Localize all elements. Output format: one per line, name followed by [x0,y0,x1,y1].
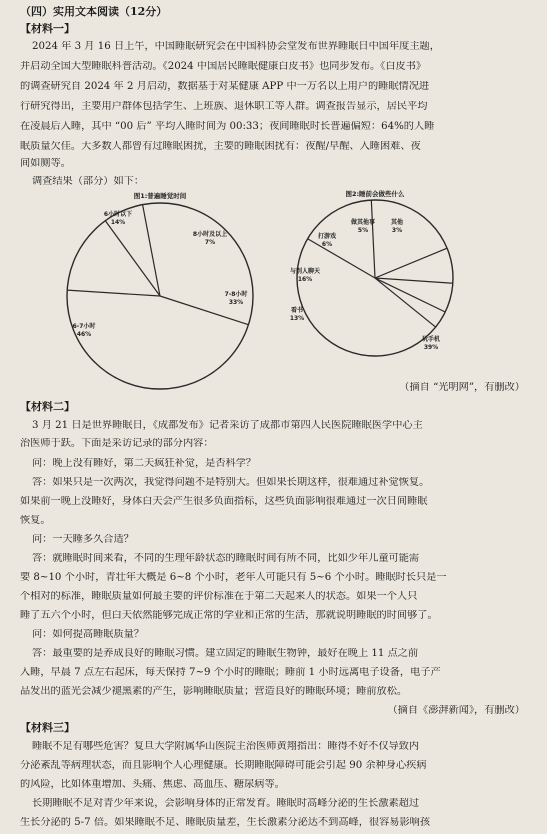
material1-line: 2024 年 3 月 16 日上午，中国睡眠研究会在中国科协会堂发布世界睡眠日中国年度主题， [32,41,440,52]
material1-label: 【材料一】 [20,23,75,35]
pie-slice-label: 6小时以下 [103,211,133,218]
pie-value-label: 13% [289,315,305,322]
pie-value-label: 7% [204,239,216,246]
material3-line: 分泌紊乱等病理状态，而且影响个人心理健康。长期睡眠障碍可能会引起 90 余种身心疾病 [20,760,427,771]
pie-slice-boundary [371,200,375,278]
material3-line: 长期睡眠不足对青少年来说，会影响身体的正常发育。睡眠时高峰分泌的生长激素超过 [32,798,420,809]
pie-value-label: 5% [357,227,369,234]
material2-label: 【材料二】 [20,401,75,413]
pie-slice-boundary [143,205,160,296]
qa-line: 问：如何提高睡眠质量？ [32,629,145,640]
material1-line: 间如厕等。 [20,158,71,169]
pie-value-label: 16% [297,276,313,283]
pie-slice-boundary [105,221,160,296]
pie-chart-sleep-duration [60,186,270,396]
material3-line: 睡眠不足有哪些危害？复旦大学附属华山医院主治医师黄翔指出：睡得不好不仅导致内 [32,741,420,752]
qa-line: 恢复。 [20,515,51,526]
material1-line: 眠质量欠佳。大多数人都曾有过睡眠困扰，主要的睡眠困扰有：夜醒/早醒、入睡困难、夜 [20,141,421,152]
qa-line: 答：如果只是一次两次，我觉得问题不是特别大。但如果长期这样，很难通过补觉恢复。 [32,477,430,488]
pie-title: 图2:睡前会做些什么 [345,190,405,198]
qa-line: 答：最重要的是养成良好的睡眠习惯。建立固定的睡眠生物钟，最好在晚上 11 点之前 [32,648,419,659]
material1-line: 的调查研究自 2024 年 2 月启动，数据基于对某健康 APP 中一万名以上用户的睡眠情况进 [20,81,430,92]
qa-line: 答：就睡眠时间来看，不同的生理年龄状态的睡眠时间有所不同，比如少年儿童可能需 [32,553,420,564]
pie-slice-label: 做其他事 [350,219,376,226]
material2-line: 3 月 21 日是世界睡眠日，《成都发布》记者采访了成都市第四人民医院睡眠医学中心主 [32,420,423,431]
pie-slice-label: 7-8小时 [224,291,248,298]
pie-slice-label: 看书 [290,307,304,314]
pie-charts [0,186,547,398]
qa-line: 问：晚上没有睡好，第二天疯狂补觉，是否科学？ [32,458,257,469]
pie-slice-label: 其他 [390,219,404,226]
section-title: （四）实用文本阅读（12分） [20,6,168,18]
qa-line: 要 8~10 个小时，青壮年大概是 6~8 个小时，老年人可能只有 5~6 个小时。睡眠时长只是一 [20,572,447,583]
pie-slice-boundary [375,248,447,278]
qa-line: 品发出的蓝光会减少褪黑素的产生，影响睡眠质量；营造良好的睡眠环境；睡前放松。 [20,686,408,697]
material3-line: 的风险，比如体重增加、头痛、焦虑、高血压、糖尿病等。 [20,779,285,790]
qa-line: 个相对的标准，睡眠质量如何最主要的评价标准在于第二天起来人的状态。如果一个人只 [20,591,418,602]
material1-line: 行研究得出，主要用户群体包括学生、上班族、退休职工等人群。调查报告显示，居民平均 [20,101,428,112]
pie-slice-label: 与别人聊天 [289,268,321,275]
pie-value-label: 6% [321,241,333,248]
pie-slice-label: 6-7小时 [72,323,96,330]
pie-slice-boundary [67,290,160,296]
material1-source: （摘自 “光明网”，有删改） [399,382,525,393]
qa-line: 问：一天睡多久合适？ [32,534,134,545]
pie-title: 图1:普遍睡觉时间 [133,192,187,200]
material3-label: 【材料三】 [20,722,75,734]
survey-label: 调查结果（部分）如下： [32,176,145,187]
material1-line: 并启动全国大型睡眠科普活动。《2024 中国居民睡眠健康白皮书》也同步发布。《白皮书》 [20,61,427,72]
pie-chart-before-sleep [285,186,465,366]
pie-slice-label: 玩手机 [421,336,441,343]
pie-value-label: 14% [110,219,126,226]
material3-line: 生长分泌的 5-7 倍。如果睡眠不足、睡眠质量差，生长激素分泌达不到高峰，很容易影响孩 [20,817,431,828]
qa-line: 如果前一晚上没睡好，身体白天会产生很多负面指标，这些负面影响很难通过一次日间睡眠 [20,496,428,507]
material2-line: 治医师于跃。下面是采访记录的部分内容： [20,438,214,449]
material2-source: （摘自《澎湃新闻》，有删改） [387,705,525,716]
qa-line: 睡了五六个小时，但白天依然能够完成正常的学业和正常的生活，那就说明睡眠的时间够了。 [20,610,438,621]
material1-line: 在凌晨后入睡，其中 “00 后” 平均入睡时间为 00:33；夜间睡眠时长普遍偏短：64%的人睡 [20,121,435,132]
pie-value-label: 3% [391,227,403,234]
pie-value-label: 46% [76,331,92,338]
pie-value-label: 33% [228,299,244,306]
pie-slice-boundary [375,278,453,283]
pie-slice-label: 打游戏 [317,233,337,240]
qa-line: 入睡，早晨 7 点左右起床，每天保持 7~9 个小时的睡眠；睡前 1 小时远离电子设备，电子产 [20,667,441,678]
pie-slice-label: 8小时及以上 [192,231,228,238]
pie-value-label: 39% [423,344,439,351]
